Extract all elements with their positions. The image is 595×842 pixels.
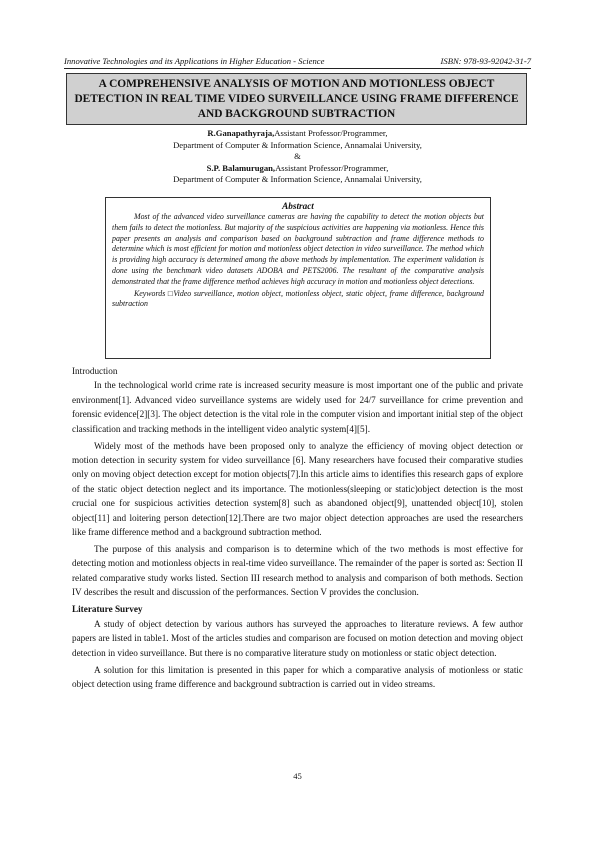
keywords: Keywords □Video surveillance, motion object, motionless object, static object, frame difference, background subtraction	[112, 288, 484, 309]
author-2-affiliation: Department of Computer & Information Science, Annamalai University,	[173, 174, 422, 184]
author-2-name: S.P. Balamurugan,	[206, 162, 276, 173]
body-text	[72, 364, 523, 694]
paper-title: A COMPREHENSIVE ANALYSIS OF MOTION AND MOTIONLESS OBJECT DETECTION IN REAL TIME VIDEO SURVEILLANCE USING FRAME DIFFERENCE AND BACKGROUND SUBTRACTION	[74, 77, 519, 120]
intro-paragraph-2: Widely most of the methods have been proposed only to analyze the efficiency of moving object detection or motion detection in security system for video surveillance [6]. Many researchers have focused their comparative studies only on moving object detection except for motion objects[7].In this article aims to identifies this research gaps of explore of the static object detection neglect and its importance. The motionless(sleeping or static)object detection is the most crucial one for suspicious activities detection system[8] such as abandoned object[9], unattended object[10], stolen object[11] and loitering person detection[12].There are two major object detection approaches are used the researchers like frame difference method and a background subtraction method.	[72, 440, 523, 538]
author-block	[64, 128, 531, 186]
author-2-role: Assistant Professor/Programmer,	[275, 162, 389, 173]
introduction-heading: Introduction	[72, 366, 118, 376]
abstract-text: Most of the advanced video surveillance cameras are having the capability to detect the motion objects but them fails to detect the motionless. But majority of the suspicious activities are happening via motionless. Hence this paper presents an analysis and comparison based on background subtraction and frame difference methods to determine which is most efficient for motion and motionless object detection in video surveillance. The method which is providing high accuracy is determined among the above methods by implementation. The experiment validation is done using the benchmark video datasets ADOBA and PETS2006. The resultant of the comparative analysis demonstrated that the frame difference method achieves high accuracy in motion and motionless object detections.	[112, 212, 484, 286]
page-number: 45	[293, 771, 302, 781]
title-box	[66, 73, 527, 125]
header-rule	[64, 68, 531, 69]
author-1-name: R.Ganapathyraja,	[207, 128, 275, 138]
author-separator: &	[294, 151, 301, 161]
abstract-box	[105, 197, 491, 359]
abstract-heading: Abstract	[282, 201, 314, 211]
author-2	[64, 163, 531, 175]
lit-paragraph-2: A solution for this limitation is presented in this paper for which a comparative analysis of motionless or static object detection using frame difference and background subtraction is carried out in video streams.	[72, 664, 523, 689]
isbn: ISBN: 978-93-92042-31-7	[440, 56, 531, 66]
author-1-role: Assistant Professor/Programmer,	[274, 128, 388, 138]
running-header	[64, 56, 531, 66]
intro-paragraph-1: In the technological world crime rate is increased security measure is most important one of the public and private environment[1]. Advanced video surveillance systems are widely used for 24/7 surveillance for crime prevention and forensic evidence[2][3]. The object detection is the vital role in the computer vision and important initial step of the object classification and tracking methods in the intelligent video analytic system[4][5].	[72, 380, 523, 434]
lit-paragraph-1: A study of object detection by various authors has surveyed the approaches to literature reviews. A few author papers are listed in table1. Most of the articles studies and comparison are focused on motion detection and moving object detection in video surveillance. But there is no comparative literature study on motionless or static object detection.	[72, 618, 523, 658]
intro-paragraph-3: The purpose of this analysis and comparison is to determine which of the two methods is most effective for detecting motion and motionless objects in real-time video surveillance. The remainder of the paper is sorted as: Section II related comparative study works listed. Section III research method to analysis and comparison of both methods. Section IV describes the result and discussion of the performances. Section V provides the conclusion.	[72, 544, 523, 598]
author-1	[64, 128, 531, 140]
literature-survey-heading: Literature Survey	[72, 604, 143, 615]
author-1-affiliation: Department of Computer & Information Science, Annamalai University,	[173, 139, 422, 150]
journal-name: Innovative Technologies and its Applications in Higher Education - Science	[64, 56, 325, 66]
